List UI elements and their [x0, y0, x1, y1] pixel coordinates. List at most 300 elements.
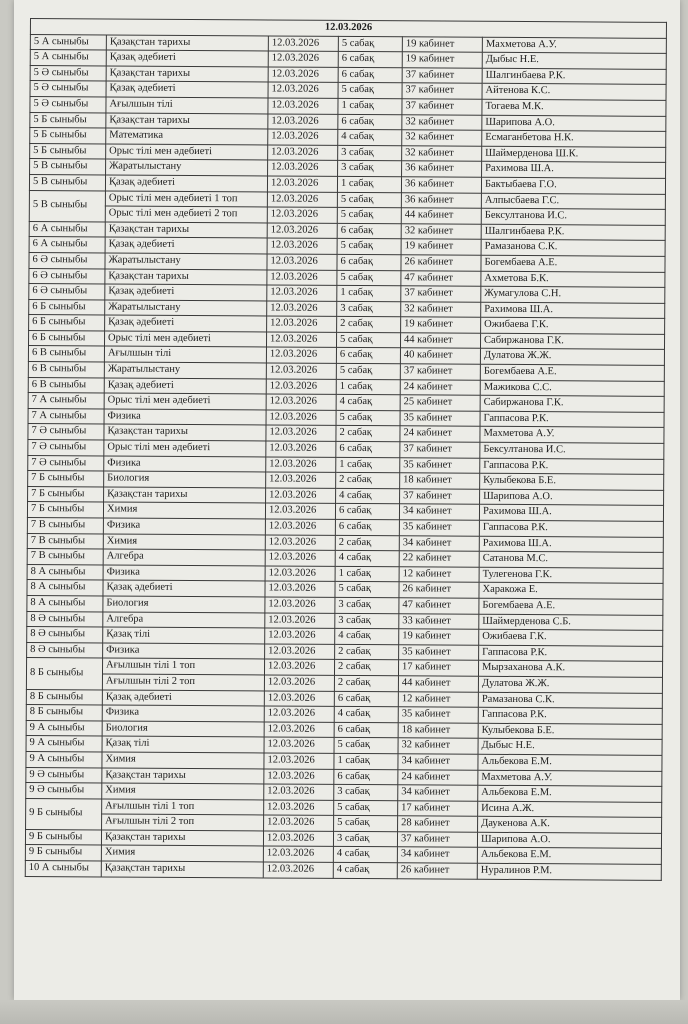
- lesson-cell: 6 сабақ: [337, 223, 401, 239]
- teacher-cell: Есмаганбетова Н.К.: [482, 130, 666, 147]
- teacher-cell: Махметова А.У.: [482, 37, 666, 54]
- date-cell: 12.03.2026: [264, 690, 334, 706]
- date-cell: 12.03.2026: [267, 207, 337, 223]
- teacher-cell: Бексултанова И.С.: [480, 442, 664, 459]
- class-cell: 10 А сыныбы: [25, 861, 101, 877]
- teacher-cell: Гаппасова Р.К.: [478, 707, 662, 724]
- teacher-cell: Тулегенова Г.К.: [479, 567, 663, 584]
- subject-cell: Қазақ әдебиеті: [106, 50, 268, 67]
- lesson-cell: 6 сабақ: [337, 254, 401, 270]
- schedule-body: [25, 19, 666, 881]
- lesson-cell: 5 сабақ: [337, 208, 401, 224]
- room-cell: 34 кабинет: [397, 847, 477, 863]
- date-cell: 12.03.2026: [267, 176, 337, 192]
- lesson-cell: 1 сабақ: [337, 176, 401, 192]
- subject-cell: Ағылшын тілі 1 топ: [102, 658, 264, 675]
- lesson-cell: 5 сабақ: [334, 738, 398, 754]
- date-cell: 12.03.2026: [267, 223, 337, 239]
- room-cell: 32 кабинет: [401, 301, 481, 317]
- class-cell: 6 Б сыныбы: [29, 315, 105, 331]
- room-cell: 32 кабинет: [402, 130, 482, 146]
- room-cell: 26 кабинет: [399, 582, 479, 598]
- class-cell: 6 Б сыныбы: [29, 299, 105, 315]
- lesson-cell: 2 сабақ: [336, 473, 400, 489]
- subject-cell: Қазақстан тарихы: [106, 113, 268, 130]
- lesson-cell: 6 сабақ: [338, 114, 402, 130]
- lesson-cell: 5 сабақ: [334, 800, 398, 816]
- date-cell: 12.03.2026: [267, 191, 337, 207]
- teacher-cell: Ожибаева Г.К.: [479, 629, 663, 646]
- room-cell: 22 кабинет: [399, 551, 479, 567]
- room-cell: 35 кабинет: [400, 457, 480, 473]
- subject-cell: Химия: [103, 534, 265, 551]
- lesson-cell: 3 сабақ: [338, 161, 402, 177]
- date-cell: 12.03.2026: [265, 597, 335, 613]
- date-cell: 12.03.2026: [263, 862, 333, 878]
- subject-cell: Физика: [104, 456, 266, 473]
- lesson-cell: 5 сабақ: [336, 363, 400, 379]
- date-cell: 12.03.2026: [268, 98, 338, 114]
- subject-cell: Қазақ әдебиеті: [105, 237, 267, 254]
- subject-cell: Ағылшын тілі 2 топ: [102, 674, 264, 691]
- lesson-cell: 3 сабақ: [335, 597, 399, 613]
- class-cell: 7 Ә сыныбы: [28, 424, 104, 440]
- class-cell: 8 А сыныбы: [27, 580, 103, 596]
- class-cell: 7 В сыныбы: [27, 549, 103, 565]
- room-cell: 19 кабинет: [402, 52, 482, 68]
- teacher-cell: Махметова А.У.: [478, 770, 662, 787]
- lesson-cell: 6 сабақ: [335, 504, 399, 520]
- lesson-cell: 1 сабақ: [336, 457, 400, 473]
- date-cell: 12.03.2026: [268, 82, 338, 98]
- schedule-table: [25, 18, 667, 881]
- date-cell: 12.03.2026: [267, 238, 337, 254]
- date-cell: 12.03.2026: [267, 285, 337, 301]
- lesson-cell: 4 сабақ: [333, 847, 397, 863]
- lesson-cell: 6 сабақ: [334, 691, 398, 707]
- teacher-cell: Бексултанова И.С.: [481, 208, 665, 225]
- lesson-cell: 1 сабақ: [338, 98, 402, 114]
- teacher-cell: Рамазанова С.К.: [478, 692, 662, 709]
- subject-cell: Орыс тілі мен әдебиеті: [104, 440, 266, 457]
- class-cell: 9 Б сыныбы: [25, 829, 101, 845]
- date-cell: 12.03.2026: [265, 581, 335, 597]
- teacher-cell: Дулатова Ж.Ж.: [478, 676, 662, 693]
- subject-cell: Физика: [103, 565, 265, 582]
- class-cell: 6 Ә сыныбы: [29, 284, 105, 300]
- date-cell: 12.03.2026: [265, 535, 335, 551]
- class-cell: 8 А сыныбы: [27, 564, 103, 580]
- room-cell: 12 кабинет: [399, 567, 479, 583]
- class-cell: 6 Ә сыныбы: [29, 268, 105, 284]
- subject-cell: Қазақ әдебиеті: [104, 378, 266, 395]
- lesson-cell: 2 сабақ: [336, 426, 400, 442]
- teacher-cell: Рахимова Ш.А.: [482, 162, 666, 179]
- date-cell: 12.03.2026: [266, 347, 336, 363]
- class-cell: 6 Ә сыныбы: [29, 252, 105, 268]
- subject-cell: Орыс тілі мен әдебиеті: [106, 144, 268, 161]
- subject-cell: Қазақ тілі: [102, 736, 264, 753]
- subject-cell: Химия: [102, 783, 264, 800]
- class-cell: 7 В сыныбы: [27, 517, 103, 533]
- subject-cell: Биология: [103, 596, 265, 613]
- lesson-cell: 3 сабақ: [335, 613, 399, 629]
- room-cell: 40 кабинет: [400, 348, 480, 364]
- teacher-cell: Рахимова Ш.А.: [479, 536, 663, 553]
- lesson-cell: 2 сабақ: [334, 660, 398, 676]
- teacher-cell: Богембаева А.Е.: [479, 598, 663, 615]
- subject-cell: Қазақстан тарихы: [105, 222, 267, 239]
- lesson-cell: 1 сабақ: [334, 753, 398, 769]
- date-cell: 12.03.2026: [265, 550, 335, 566]
- class-cell: 8 Б сыныбы: [26, 658, 102, 690]
- room-cell: 26 кабинет: [401, 255, 481, 271]
- class-cell: 5 Б сыныбы: [30, 128, 106, 144]
- date-cell: 12.03.2026: [264, 706, 334, 722]
- date-cell: 12.03.2026: [266, 363, 336, 379]
- room-cell: 44 кабинет: [398, 676, 478, 692]
- lesson-cell: 4 сабақ: [336, 395, 400, 411]
- class-cell: 8 Б сыныбы: [26, 689, 102, 705]
- room-cell: 37 кабинет: [400, 364, 480, 380]
- date-cell: 12.03.2026: [264, 722, 334, 738]
- teacher-cell: Кулыбекова Б.Е.: [478, 723, 662, 740]
- subject-cell: Ағылшын тілі: [104, 346, 266, 363]
- class-cell: 9 Ә сыныбы: [26, 767, 102, 783]
- subject-cell: Орыс тілі мен әдебиеті: [104, 331, 266, 348]
- room-cell: 37 кабинет: [400, 489, 480, 505]
- room-cell: 12 кабинет: [398, 691, 478, 707]
- room-cell: 33 кабинет: [399, 613, 479, 629]
- lesson-cell: 5 сабақ: [337, 192, 401, 208]
- room-cell: 28 кабинет: [398, 816, 478, 832]
- room-cell: 37 кабинет: [397, 832, 477, 848]
- subject-cell: Физика: [102, 705, 264, 722]
- class-cell: 6 В сыныбы: [28, 362, 104, 378]
- teacher-cell: Сабиржанова Г.К.: [480, 333, 664, 350]
- lesson-cell: 6 сабақ: [336, 441, 400, 457]
- teacher-cell: Махметова А.У.: [480, 427, 664, 444]
- room-cell: 34 кабинет: [398, 785, 478, 801]
- date-cell: 12.03.2026: [268, 36, 338, 52]
- teacher-cell: Гаппасова Р.К.: [479, 520, 663, 537]
- room-cell: 18 кабинет: [400, 473, 480, 489]
- teacher-cell: Шалгинбаева Р.К.: [482, 68, 666, 85]
- teacher-cell: Ахметова Б.К.: [481, 271, 665, 288]
- lesson-cell: 3 сабақ: [337, 301, 401, 317]
- subject-cell: Биология: [102, 721, 264, 738]
- subject-cell: Алгебра: [103, 549, 265, 566]
- teacher-cell: Жумагулова С.Н.: [481, 286, 665, 303]
- subject-cell: Қазақ әдебиеті: [105, 284, 267, 301]
- teacher-cell: Альбекова Е.М.: [477, 848, 661, 865]
- teacher-cell: Гаппасова Р.К.: [480, 411, 664, 428]
- date-cell: 12.03.2026: [264, 768, 334, 784]
- room-cell: 44 кабинет: [401, 208, 481, 224]
- date-cell: 12.03.2026: [265, 644, 335, 660]
- lesson-cell: 5 сабақ: [336, 410, 400, 426]
- room-cell: 32 кабинет: [402, 114, 482, 130]
- class-cell: 9 А сыныбы: [26, 720, 102, 736]
- teacher-cell: Харакожа Е.: [479, 583, 663, 600]
- teacher-cell: Рахимова Ш.А.: [479, 505, 663, 522]
- class-cell: 7 Ә сыныбы: [28, 440, 104, 456]
- subject-cell: Қазақстан тарихы: [102, 767, 264, 784]
- class-cell: 7 В сыныбы: [27, 533, 103, 549]
- room-cell: 37 кабинет: [401, 286, 481, 302]
- lesson-cell: 1 сабақ: [336, 379, 400, 395]
- lesson-cell: 6 сабақ: [338, 67, 402, 83]
- room-cell: 37 кабинет: [402, 68, 482, 84]
- room-cell: 32 кабинет: [401, 223, 481, 239]
- lesson-cell: 6 сабақ: [334, 722, 398, 738]
- subject-cell: Алгебра: [103, 612, 265, 629]
- subject-cell: Жаратылыстану: [105, 253, 267, 270]
- date-cell: 12.03.2026: [266, 410, 336, 426]
- teacher-cell: Шалгинбаева Р.К.: [481, 224, 665, 241]
- date-cell: 12.03.2026: [266, 441, 336, 457]
- subject-cell: Қазақстан тарихы: [106, 66, 268, 83]
- subject-cell: Химия: [103, 502, 265, 519]
- teacher-cell: Шарипова А.О.: [477, 832, 661, 849]
- teacher-cell: Айтенова К.С.: [482, 84, 666, 101]
- date-cell: 12.03.2026: [267, 301, 337, 317]
- teacher-cell: Тогаева М.К.: [482, 99, 666, 116]
- subject-cell: Физика: [103, 518, 265, 535]
- subject-cell: Қазақ әдебиеті: [102, 689, 264, 706]
- class-cell: 7 А сыныбы: [28, 393, 104, 409]
- teacher-cell: Алпысбаева Г.С.: [481, 193, 665, 210]
- class-cell: 9 А сыныбы: [26, 751, 102, 767]
- teacher-cell: Альбекова Е.М.: [478, 754, 662, 771]
- lesson-cell: 4 сабақ: [336, 488, 400, 504]
- class-cell: 7 А сыныбы: [28, 408, 104, 424]
- class-cell: 8 Ә сыныбы: [27, 611, 103, 627]
- subject-cell: Химия: [101, 845, 263, 862]
- subject-cell: Жаратылыстану: [105, 300, 267, 317]
- date-cell: 12.03.2026: [265, 628, 335, 644]
- date-cell: 12.03.2026: [265, 613, 335, 629]
- class-cell: 5 Ә сыныбы: [30, 81, 106, 97]
- teacher-cell: Мырзаханова А.К.: [478, 661, 662, 678]
- date-cell: 12.03.2026: [268, 51, 338, 67]
- class-cell: 9 Б сыныбы: [25, 845, 101, 861]
- class-cell: 5 А сыныбы: [30, 50, 106, 66]
- subject-cell: Ағылшын тілі 2 топ: [102, 814, 264, 831]
- subject-cell: Биология: [104, 471, 266, 488]
- lesson-cell: 3 сабақ: [334, 784, 398, 800]
- room-cell: 35 кабинет: [398, 707, 478, 723]
- teacher-cell: Ожибаева Г.К.: [481, 318, 665, 335]
- class-cell: 9 А сыныбы: [26, 736, 102, 752]
- teacher-cell: Богембаева А.Е.: [480, 364, 664, 381]
- room-cell: 19 кабинет: [399, 629, 479, 645]
- date-cell: 12.03.2026: [265, 566, 335, 582]
- teacher-cell: Нуралинов Р.М.: [477, 863, 661, 880]
- subject-cell: Физика: [103, 643, 265, 660]
- room-cell: 34 кабинет: [399, 535, 479, 551]
- teacher-cell: Дыбыс Н.Е.: [482, 52, 666, 69]
- room-cell: 17 кабинет: [398, 660, 478, 676]
- date-cell: 12.03.2026: [264, 659, 334, 675]
- date-cell: 12.03.2026: [268, 145, 338, 161]
- room-cell: 26 кабинет: [397, 863, 477, 879]
- room-cell: 35 кабинет: [399, 645, 479, 661]
- class-cell: 7 Ә сыныбы: [28, 455, 104, 471]
- teacher-cell: Шарипова А.О.: [480, 489, 664, 506]
- room-cell: 37 кабинет: [402, 99, 482, 115]
- lesson-cell: 5 сабақ: [338, 36, 402, 52]
- teacher-cell: Богембаева А.Е.: [481, 255, 665, 272]
- teacher-cell: Мажикова С.С.: [480, 380, 664, 397]
- room-cell: 37 кабинет: [402, 83, 482, 99]
- room-cell: 35 кабинет: [399, 520, 479, 536]
- subject-cell: Қазақстан тарихы: [101, 830, 263, 847]
- lesson-cell: 2 сабақ: [337, 317, 401, 333]
- room-cell: 19 кабинет: [401, 239, 481, 255]
- subject-cell: Ағылшын тілі 1 топ: [102, 799, 264, 816]
- subject-cell: Орыс тілі мен әдебиеті: [104, 393, 266, 410]
- lesson-cell: 5 сабақ: [337, 270, 401, 286]
- class-cell: 5 Ә сыныбы: [30, 65, 106, 81]
- date-cell: 12.03.2026: [266, 379, 336, 395]
- teacher-cell: Даукенова А.К.: [478, 817, 662, 834]
- date-cell: 12.03.2026: [268, 160, 338, 176]
- date-cell: 12.03.2026: [268, 114, 338, 130]
- room-cell: 36 кабинет: [401, 192, 481, 208]
- subject-cell: Қазақстан тарихы: [104, 487, 266, 504]
- date-cell: 12.03.2026: [264, 784, 334, 800]
- room-cell: 36 кабинет: [401, 177, 481, 193]
- teacher-cell: Рамазанова С.К.: [481, 240, 665, 257]
- class-cell: 5 Ә сыныбы: [30, 96, 106, 112]
- room-cell: 32 кабинет: [398, 738, 478, 754]
- room-cell: 35 кабинет: [400, 411, 480, 427]
- class-cell: 6 Б сыныбы: [28, 330, 104, 346]
- subject-cell: Жаратылыстану: [106, 159, 268, 176]
- teacher-cell: Сатанова М.С.: [479, 551, 663, 568]
- date-cell: 12.03.2026: [266, 332, 336, 348]
- date-cell: 12.03.2026: [268, 67, 338, 83]
- subject-cell: Жаратылыстану: [104, 362, 266, 379]
- date-cell: 12.03.2026: [264, 753, 334, 769]
- date-cell: 12.03.2026: [266, 394, 336, 410]
- room-cell: 44 кабинет: [400, 333, 480, 349]
- class-cell: 8 Ә сыныбы: [27, 642, 103, 658]
- subject-cell: Физика: [104, 409, 266, 426]
- room-cell: 24 кабинет: [400, 426, 480, 442]
- class-cell: 5 В сыныбы: [29, 190, 105, 222]
- lesson-cell: 5 сабақ: [338, 83, 402, 99]
- subject-cell: Қазақ әдебиеті: [105, 315, 267, 332]
- teacher-cell: Дулатова Ж.Ж.: [480, 349, 664, 366]
- teacher-cell: Рахимова Ш.А.: [481, 302, 665, 319]
- date-cell: 12.03.2026: [266, 472, 336, 488]
- lesson-cell: 1 сабақ: [335, 566, 399, 582]
- subject-cell: Қазақстан тарихы: [101, 861, 263, 878]
- lesson-cell: 6 сабақ: [338, 52, 402, 68]
- date-cell: 12.03.2026: [264, 737, 334, 753]
- scan-bottom-shadow: [0, 1000, 688, 1024]
- room-cell: 18 кабинет: [398, 722, 478, 738]
- room-cell: 24 кабинет: [400, 379, 480, 395]
- lesson-cell: 3 сабақ: [333, 831, 397, 847]
- lesson-cell: 6 сабақ: [336, 348, 400, 364]
- lesson-cell: 4 сабақ: [338, 130, 402, 146]
- room-cell: 47 кабинет: [399, 598, 479, 614]
- class-cell: 6 В сыныбы: [28, 377, 104, 393]
- date-cell: 12.03.2026: [265, 503, 335, 519]
- lesson-cell: 2 сабақ: [335, 535, 399, 551]
- class-cell: 8 А сыныбы: [27, 595, 103, 611]
- class-cell: 6 А сыныбы: [29, 221, 105, 237]
- date-cell: 12.03.2026: [267, 316, 337, 332]
- teacher-cell: Дыбыс Н.Е.: [478, 739, 662, 756]
- class-cell: 6 А сыныбы: [29, 237, 105, 253]
- lesson-cell: 6 сабақ: [335, 519, 399, 535]
- date-cell: 12.03.2026: [263, 846, 333, 862]
- class-cell: 9 Б сыныбы: [26, 798, 102, 830]
- class-cell: 7 Б сыныбы: [28, 471, 104, 487]
- date-cell: 12.03.2026: [264, 815, 334, 831]
- subject-cell: Қазақстан тарихы: [106, 35, 268, 52]
- subject-cell: Химия: [102, 752, 264, 769]
- class-cell: 7 Б сыныбы: [27, 502, 103, 518]
- room-cell: 24 кабинет: [398, 769, 478, 785]
- lesson-cell: 6 сабақ: [334, 769, 398, 785]
- subject-cell: Қазақ әдебиеті: [105, 175, 267, 192]
- subject-cell: Қазақ әдебиеті: [106, 81, 268, 98]
- room-cell: 19 кабинет: [401, 317, 481, 333]
- room-cell: 34 кабинет: [399, 504, 479, 520]
- date-cell: 12.03.2026: [266, 425, 336, 441]
- lesson-cell: 4 сабақ: [335, 551, 399, 567]
- class-cell: 6 В сыныбы: [28, 346, 104, 362]
- teacher-cell: Кулыбекова Б.Е.: [480, 473, 664, 490]
- teacher-cell: Исина А.Ж.: [478, 801, 662, 818]
- date-cell: 12.03.2026: [268, 129, 338, 145]
- lesson-cell: 5 сабақ: [337, 239, 401, 255]
- lesson-cell: 5 сабақ: [335, 582, 399, 598]
- subject-cell: Қазақ әдебиеті: [103, 580, 265, 597]
- subject-cell: Қазақстан тарихы: [104, 424, 266, 441]
- lesson-cell: 2 сабақ: [335, 644, 399, 660]
- room-cell: 32 кабинет: [402, 146, 482, 162]
- table-row: [25, 861, 661, 880]
- lesson-cell: 5 сабақ: [336, 332, 400, 348]
- teacher-cell: Сабиржанова Г.К.: [480, 396, 664, 413]
- lesson-cell: 1 сабақ: [337, 285, 401, 301]
- teacher-cell: Гаппасова Р.К.: [479, 645, 663, 662]
- date-cell: 12.03.2026: [263, 831, 333, 847]
- date-cell: 12.03.2026: [264, 675, 334, 691]
- date-cell: 12.03.2026: [264, 800, 334, 816]
- date-cell: 12.03.2026: [267, 254, 337, 270]
- class-cell: 5 Б сыныбы: [30, 112, 106, 128]
- class-cell: 8 Ә сыныбы: [27, 627, 103, 643]
- teacher-cell: Шаймерденова С.Б.: [479, 614, 663, 631]
- lesson-cell: 5 сабақ: [334, 816, 398, 832]
- teacher-cell: Шарипова А.О.: [482, 115, 666, 132]
- room-cell: 37 кабинет: [400, 442, 480, 458]
- teacher-cell: Бактыбаева Г.О.: [481, 177, 665, 194]
- room-cell: 34 кабинет: [398, 754, 478, 770]
- class-cell: 7 Б сыныбы: [28, 486, 104, 502]
- subject-cell: Орыс тілі мен әдебиеті 2 топ: [105, 206, 267, 223]
- class-cell: 5 В сыныбы: [30, 159, 106, 175]
- date-cell: 12.03.2026: [267, 269, 337, 285]
- teacher-cell: Альбекова Е.М.: [478, 785, 662, 802]
